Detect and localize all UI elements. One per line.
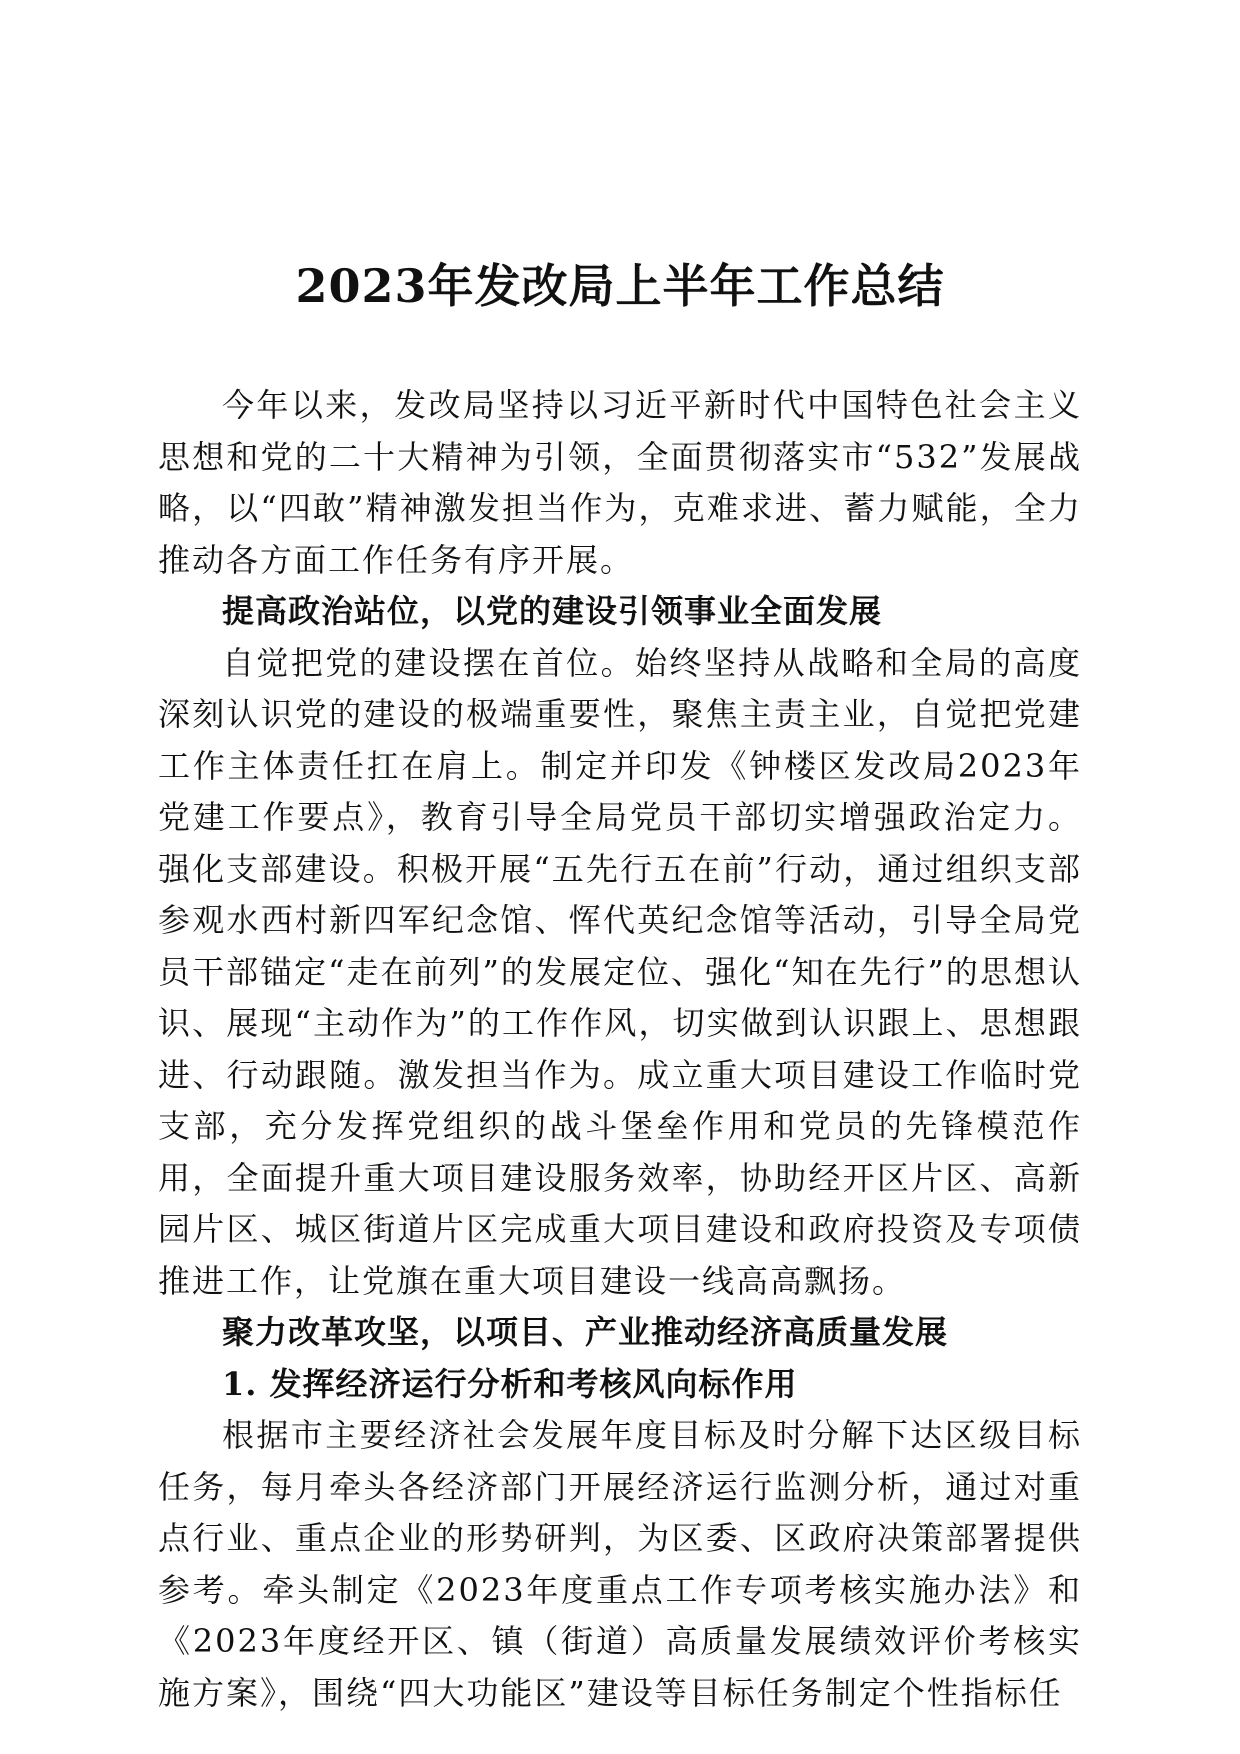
party-building-paragraph: 自觉把党的建设摆在首位。始终坚持从战略和全局的高度深刻认识党的建设的极端重要性，聚焦主责主业，自觉把党建工作主体责任扛在肩上。制定并印发《钟楼区发改局2023年党建工作要点》，教育引导全局党员干部切实增强政治定力。强化支部建设。积极开展“五先行五在前”行动，通过组织支部参观水西村新四军纪念馆、恽代英纪念馆等活动，引导全局党员干部锚定“走在前列”的发展定位、强化“知在先行”的思想认识、展现“主动作为”的工作作风，切实做到认识跟上、思想跟进、行动跟随。激发担当作为。成立重大项目建设工作临时党支部，充分发挥党组织的战斗堡垒作用和党员的先锋模范作用，全面提升重大项目建设服务效率，协助经开区片区、高新园片区、城区街道片区完成重大项目建设和政府投资及专项债推进工作，让党旗在重大项目建设一线高高飘扬。: [158, 643, 1082, 1300]
document-body: [158, 380, 1082, 1719]
subsection-heading-economic-analysis: 1. 发挥经济运行分析和考核风向标作用: [222, 1364, 798, 1403]
document-title: 2023年发改局上半年工作总结: [295, 259, 945, 313]
section-heading-party-building: 提高政治站位，以党的建设引领事业全面发展: [222, 592, 883, 630]
section-heading-reform: 聚力改革攻坚，以项目、产业推动经济高质量发展: [222, 1313, 949, 1351]
intro-paragraph: 今年以来，发改局坚持以习近平新时代中国特色社会主义思想和党的二十大精神为引领，全面贯彻落实市“532”发展战略，以“四敢”精神激发担当作为，克难求进、蓄力赋能，全力推动各方面工作任务有序开展。: [158, 386, 1082, 579]
economic-analysis-paragraph: 根据市主要经济社会发展年度目标及时分解下达区级目标任务，每月牵头各经济部门开展经济运行监测分析，通过对重点行业、重点企业的形势研判，为区委、区政府决策部署提供参考。牵头制定《2023年度重点工作专项考核实施办法》和《2023年度经开区、镇（街道）高质量发展绩效评价考核实施方案》，围绕“四大功能区”建设等目标任务制定个性指标任: [158, 1416, 1082, 1712]
